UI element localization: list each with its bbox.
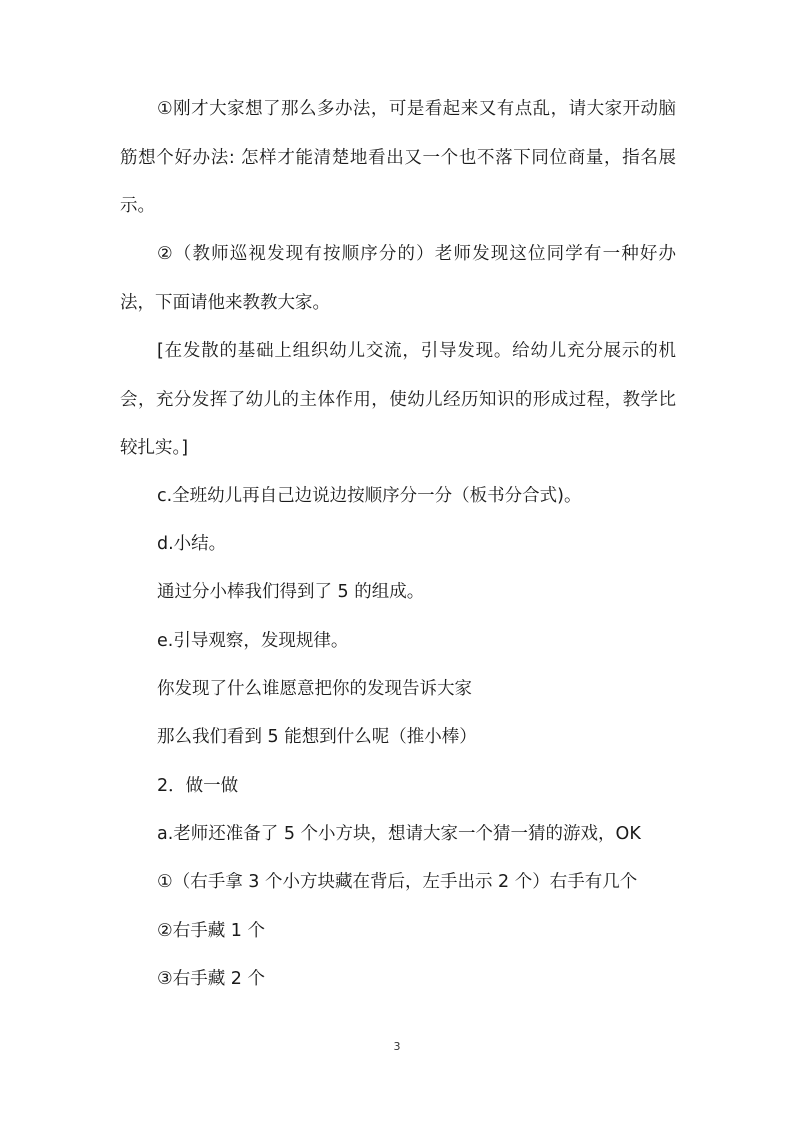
line-question-2: 那么我们看到 5 能想到什么呢（推小棒） (157, 727, 477, 747)
line-step-1: ①（右手拿 3 个小方块藏在背后，左手出示 2 个）右手有几个 (157, 872, 638, 892)
line-c: c.全班幼儿再自己边说边按顺序分一分（板书分合式)。 (157, 486, 582, 506)
section-heading: 2．做一做 (157, 776, 239, 796)
paragraph-3: [在发散的基础上组织幼儿交流，引导发现。给幼儿充分展示的机会，充分发挥了幼儿的主体作用，使幼儿经历知识的形成过程，教学比较扎实。] (120, 341, 676, 458)
line-step-2: ②右手藏 1 个 (157, 921, 265, 941)
line-a: a.老师还准备了 5 个小方块，想请大家一个猜一猜的游戏，OK (157, 824, 641, 844)
line-d: d.小结。 (157, 534, 227, 554)
line-e: e.引导观察，发现规律。 (157, 631, 349, 651)
paragraph-2: ②（教师巡视发现有按顺序分的）老师发现这位同学有一种好办法，下面请他来教教大家。 (120, 244, 676, 313)
page-number: 3 (393, 1040, 401, 1053)
paragraph-1: ①刚才大家想了那么多办法，可是看起来又有点乱，请大家开动脑筋想个好办法: 怎样才能清楚地看出又一个也不落下同位商量，指名展示。 (120, 99, 676, 216)
line-question-1: 你发现了什么谁愿意把你的发现告诉大家 (157, 679, 472, 699)
line-step-3: ③右手藏 2 个 (157, 969, 265, 989)
line-summary: 通过分小棒我们得到了 5 的组成。 (157, 582, 425, 602)
